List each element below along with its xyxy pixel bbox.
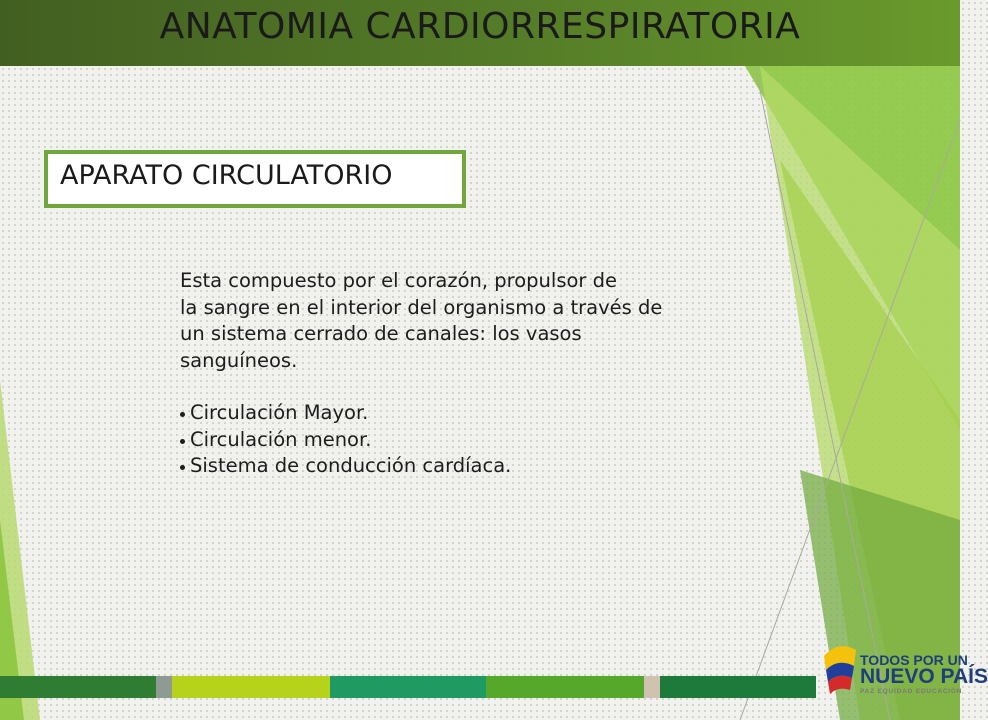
logo-text-2: NUEVO PAÍS	[860, 665, 988, 688]
stripe-segment-1	[0, 676, 156, 698]
stripe-segment-6	[644, 676, 660, 698]
stripe-segment-2	[156, 676, 172, 698]
paragraph-line: la sangre en el interior del organismo a través de	[180, 295, 663, 319]
bullet-list	[180, 400, 790, 480]
flag-wave-icon	[820, 636, 860, 698]
stripe-segment-5	[486, 676, 644, 698]
paragraph-line: Esta compuesto por el corazón, propulsor de	[180, 269, 617, 292]
paragraph-line: sanguíneos.	[180, 348, 298, 372]
logo-text-3: PAZ EQUIDAD EDUCACIÓN	[860, 688, 963, 695]
stripe-segment-4	[330, 676, 486, 698]
footer-stripe	[0, 676, 820, 698]
logo-text-1: TODOS POR UN	[860, 652, 968, 668]
stripe-segment-3	[172, 676, 330, 698]
paragraph-line: un sistema cerrado de canales: los vasos	[180, 322, 582, 345]
stripe-segment-7	[660, 676, 816, 698]
bullet-item: Sistema de conducción cardíaca.	[180, 453, 790, 480]
section-title-box	[44, 150, 466, 208]
bullet-item: Circulación menor.	[180, 427, 790, 454]
government-logo	[820, 636, 988, 698]
section-title: APARATO CIRCULATORIO	[60, 160, 393, 191]
slide-title: ANATOMIA CARDIORRESPIRATORIA	[159, 6, 801, 47]
content-text	[180, 268, 790, 480]
content-paragraph	[180, 268, 790, 374]
bullet-item: Circulación Mayor.	[180, 400, 790, 427]
